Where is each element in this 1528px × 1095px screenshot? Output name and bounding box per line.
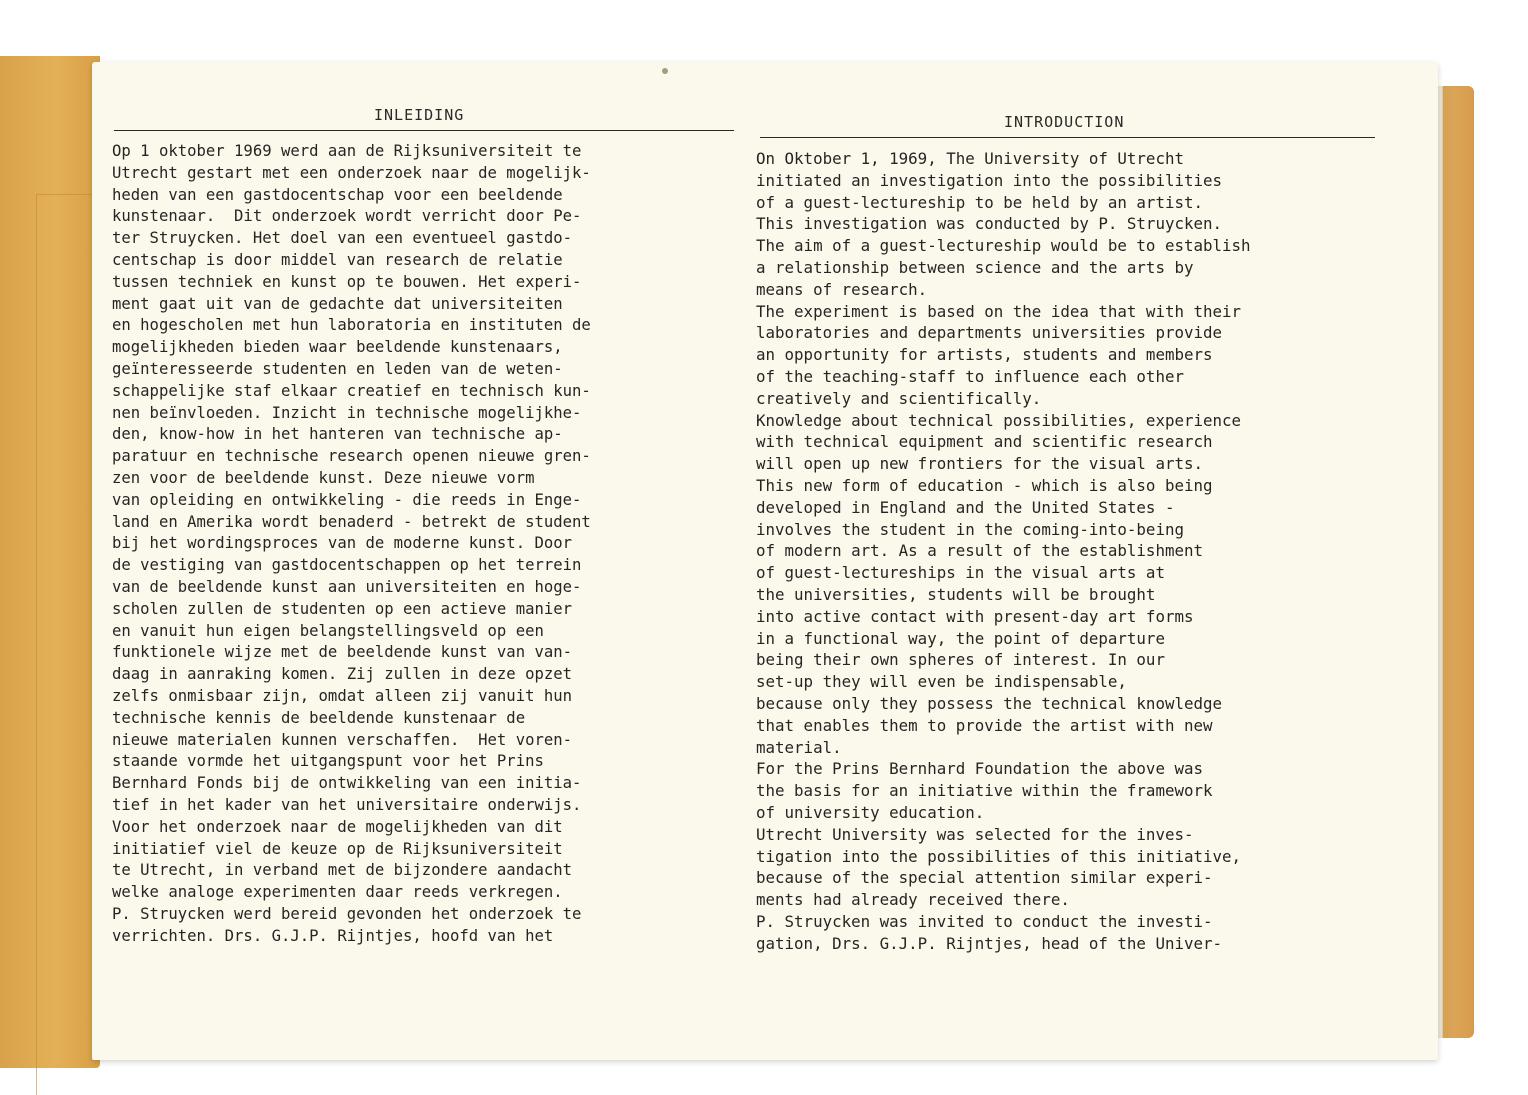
text-line: of university education. — [756, 802, 985, 822]
text-line: mogelijkheden bieden waar beeldende kunstenaars, — [112, 338, 563, 357]
text-line: will open up new frontiers for the visual arts. — [756, 454, 1203, 474]
text-line: scholen zullen de studenten op een actieve manier — [112, 599, 573, 618]
text-line: This new form of education - which is also being — [756, 475, 1213, 495]
text-line: en vanuit hun eigen belangstellingsveld op een — [112, 621, 544, 640]
text-line: daag in aanraking komen. Zij zullen in deze opzet — [112, 665, 573, 684]
text-line: tussen techniek en kunst op te bouwen. Het experi- — [112, 272, 582, 291]
text-line: initiatief viel de keuze op de Rijksuniversiteit — [112, 839, 563, 858]
text-line: involves the student in the coming-into-being — [756, 519, 1184, 539]
text-line: the basis for an initiative within the framework — [756, 781, 1213, 801]
text-line: kunstenaar. Dit onderzoek wordt verricht door Pe- — [112, 207, 582, 226]
text-line: den, know-how in het hanteren van technische ap- — [112, 425, 563, 444]
text-line: Op 1 oktober 1969 werd aan de Rijksuniversiteit te — [112, 142, 582, 160]
text-line: creatively and scientifically. — [756, 388, 1042, 408]
text-line: te Utrecht, in verband met de bijzondere aandacht — [112, 861, 573, 880]
text-line: funktionele wijze met de beeldende kunst van van- — [112, 643, 573, 662]
text-line: means of research. — [756, 279, 928, 299]
text-line: van de beeldende kunst aan universiteiten en hoge- — [112, 577, 582, 596]
text-line: Bernhard Fonds bij de ontwikkeling van een initia- — [112, 774, 582, 793]
text-line: For the Prins Bernhard Foundation the above was — [756, 759, 1203, 779]
text-line: paratuur en technische research openen nieuwe gren- — [112, 447, 591, 466]
text-line: On Oktober 1, 1969, The University of Utrecht — [756, 149, 1184, 168]
text-line: nen beïnvloeden. Inzicht in technische mogelijkhe- — [112, 403, 582, 422]
text-line: bij het wordingsproces van de moderne kunst. Door — [112, 534, 573, 553]
text-line: Knowledge about technical possibilities, experience — [756, 410, 1242, 430]
text-line: land en Amerika wordt benaderd - betrekt de student — [112, 512, 591, 531]
envelope-left-edge — [0, 56, 100, 1068]
text-line: material. — [756, 737, 842, 757]
text-line: centschap is door middel van research de relatie — [112, 250, 563, 269]
page-notch — [662, 68, 668, 74]
text-line: with technical equipment and scientific research — [756, 432, 1213, 452]
text-line: tigation into the possibilities of this initiative, — [756, 846, 1242, 866]
text-line: de vestiging van gastdocentschappen op het terrein — [112, 556, 582, 575]
text-line: The aim of a guest-lectureship would be to establish — [756, 236, 1251, 256]
text-line: Utrecht gestart met een onderzoek naar de mogelijk- — [112, 163, 591, 182]
text-line: developed in England and the United States - — [756, 497, 1175, 517]
text-line: initiated an investigation into the possibilities — [756, 170, 1223, 190]
text-line: in a functional way, the point of departure — [756, 628, 1165, 648]
text-line: of a guest-lectureship to be held by an artist. — [756, 192, 1203, 212]
text-line: welke analoge experimenten daar reeds verkregen. — [112, 883, 563, 902]
text-line: laboratories and departments universities provide — [756, 323, 1223, 343]
dutch-heading: INLEIDING — [374, 106, 465, 124]
text-line: because of the special attention similar experi- — [756, 868, 1213, 888]
text-line: van opleiding en ontwikkeling - die reeds in Enge- — [112, 490, 582, 509]
text-line: of the teaching-staff to influence each other — [756, 366, 1184, 386]
text-line: verrichten. Drs. G.J.P. Rijntjes, hoofd van het — [112, 926, 554, 945]
text-line: ter Struycken. Het doel van een eventueel gastdo- — [112, 229, 573, 248]
text-line: This investigation was conducted by P. Struycken. — [756, 214, 1223, 234]
text-line: zelfs onmisbaar zijn, omdat alleen zij vanuit hun — [112, 686, 573, 705]
text-line: The experiment is based on the idea that with their — [756, 301, 1242, 321]
text-line: staande vormde het uitgangspunt voor het Prins — [112, 752, 544, 771]
text-line: P. Struycken was invited to conduct the investi- — [756, 911, 1213, 931]
dutch-text-column — [112, 141, 732, 947]
text-line: of guest-lectureships in the visual arts at — [756, 563, 1165, 583]
text-line: of modern art. As a result of the establishment — [756, 541, 1203, 561]
text-line: ment gaat uit van de gedachte dat universiteiten — [112, 294, 563, 313]
text-line: an opportunity for artists, students and members — [756, 345, 1213, 365]
english-heading: INTRODUCTION — [1004, 113, 1125, 131]
text-line: because only they possess the technical knowledge — [756, 693, 1223, 713]
english-text-column — [756, 148, 1376, 954]
envelope-flap — [36, 194, 95, 1095]
text-line: into active contact with present-day art forms — [756, 606, 1194, 626]
text-line: en hogescholen met hun laboratoria en instituten de — [112, 316, 591, 335]
document-page — [92, 62, 1438, 1060]
text-line: Voor het onderzoek naar de mogelijkheden van dit — [112, 817, 563, 836]
text-line: geïnteresseerde studenten en leden van de weten- — [112, 359, 563, 378]
text-line: that enables them to provide the artist with new — [756, 715, 1213, 735]
text-line: technische kennis de beeldende kunstenaar de — [112, 708, 526, 727]
text-line: P. Struycken werd bereid gevonden het onderzoek te — [112, 904, 582, 923]
dutch-heading-rule — [114, 130, 734, 131]
text-line: nieuwe materialen kunnen verschaffen. Het voren- — [112, 730, 573, 749]
english-heading-rule — [760, 137, 1375, 138]
text-line: tief in het kader van het universitaire onderwijs. — [112, 795, 582, 814]
text-line: zen voor de beeldende kunst. Deze nieuwe vorm — [112, 468, 535, 487]
text-line: heden van een gastdocentschap voor een beeldende — [112, 185, 563, 204]
text-line: the universities, students will be brought — [756, 584, 1156, 604]
text-line: Utrecht University was selected for the inves- — [756, 824, 1194, 844]
text-line: a relationship between science and the arts by — [756, 257, 1194, 277]
text-line: schappelijke staf elkaar creatief en technisch kun- — [112, 381, 591, 400]
text-line: set-up they will even be indispensable, — [756, 672, 1127, 692]
text-line: gation, Drs. G.J.P. Rijntjes, head of the Univer- — [756, 933, 1223, 953]
text-line: being their own spheres of interest. In our — [756, 650, 1165, 670]
text-line: ments had already received there. — [756, 890, 1070, 910]
